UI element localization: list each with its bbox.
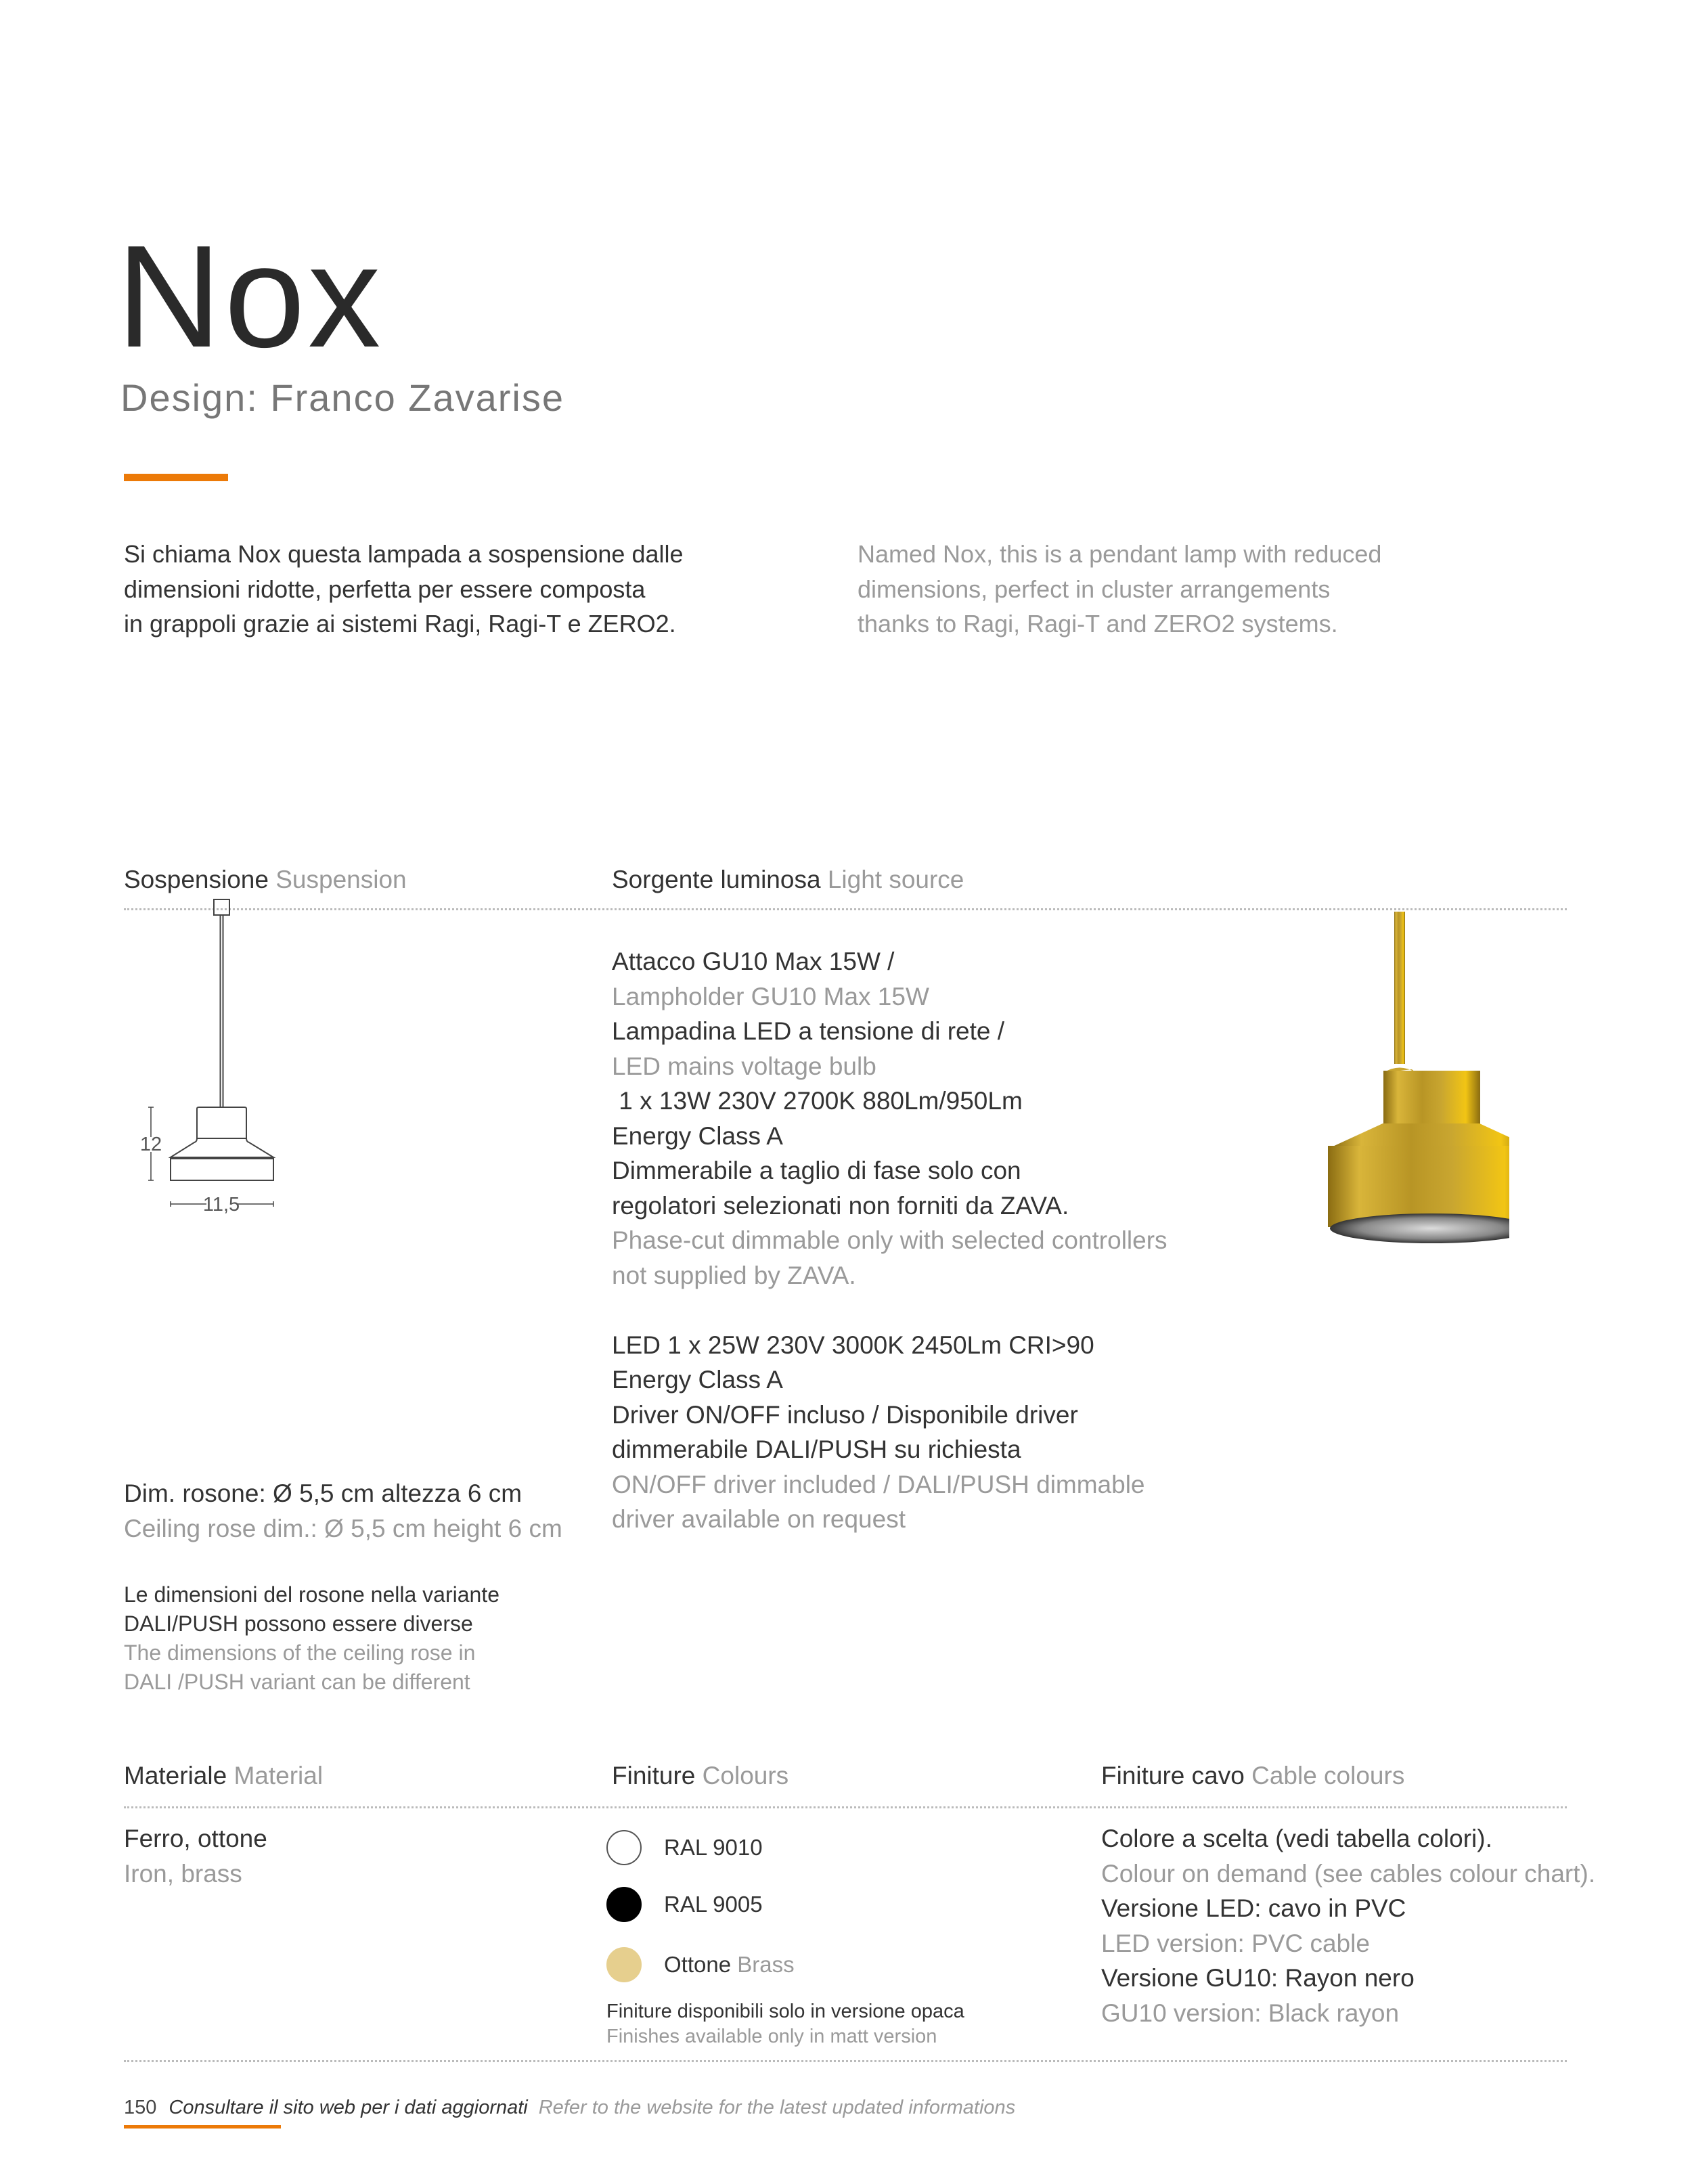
colour-label-it: RAL 9005	[664, 1892, 763, 1917]
colour-label	[664, 1951, 795, 1978]
ceiling-rose-outline	[214, 899, 229, 915]
intro-en-line: Named Nox, this is a pendant lamp with reduced	[858, 540, 1382, 568]
spec-line: Colore a scelta (vedi tabella colori).	[1101, 1825, 1492, 1852]
intro-english	[858, 537, 1381, 642]
rose-en	[124, 1511, 562, 1546]
spec-line: Lampholder GU10 Max 15W	[612, 982, 929, 1010]
header-it: Finiture cavo	[1101, 1762, 1245, 1789]
divider	[124, 2060, 1567, 2062]
product-photo	[1286, 910, 1509, 1262]
spec-line: Dimmerabile a taglio di fase solo con	[612, 1157, 1021, 1184]
spec-line: GU10 version: Black rayon	[1101, 1999, 1400, 2027]
page-number: 150	[124, 2097, 157, 2118]
spec-line: Energy Class A	[612, 1366, 783, 1394]
intro-it-line: in grappoli grazie ai sistemi Ragi, Ragi-T e ZERO2.	[124, 610, 676, 638]
note-line: Le dimensioni del rosone nella variante	[124, 1582, 500, 1607]
rose-en-label: Ceiling rose dim.:	[124, 1514, 317, 1542]
height-dimension-label: 12	[139, 1134, 162, 1155]
colour-swatch	[606, 1947, 642, 1982]
spec-line: Lampadina LED a tensione di rete /	[612, 1017, 1005, 1045]
photo-cone	[1331, 1123, 1509, 1147]
material-it: Ferro, ottone	[124, 1825, 267, 1852]
intro-en-line: thanks to Ragi, Ragi-T and ZERO2 systems.	[858, 610, 1338, 638]
colour-swatch	[606, 1887, 642, 1922]
photo-rod	[1394, 912, 1405, 1064]
spec-line: not supplied by ZAVA.	[612, 1261, 856, 1289]
divider	[124, 1806, 1567, 1808]
spec-line: ON/OFF driver included / DALI/PUSH dimmable	[612, 1470, 1145, 1498]
header-en: Suspension	[275, 866, 407, 893]
spec-line: LED mains voltage bulb	[612, 1052, 876, 1080]
lamp-body-outline	[197, 1107, 246, 1138]
spec-line: Attacco GU10 Max 15W /	[612, 948, 895, 975]
light-source-header	[612, 865, 964, 895]
product-title: Nox	[116, 215, 384, 378]
spec-line: Versione GU10: Rayon nero	[1101, 1964, 1415, 1992]
header-it: Sospensione	[124, 866, 269, 893]
spec-line: 1 x 13W 230V 2700K 880Lm/950Lm	[612, 1087, 1023, 1115]
rose-en-value: Ø 5,5 cm height 6 cm	[317, 1514, 562, 1542]
width-dimension-label: 11,5	[202, 1194, 240, 1216]
material-text	[124, 1821, 267, 1891]
spec-line: dimmerabile DALI/PUSH su richiesta	[612, 1435, 1021, 1463]
designer-subtitle: Design: Franco Zavarise	[120, 376, 565, 419]
colour-label	[664, 1891, 763, 1918]
material-en: Iron, brass	[124, 1859, 242, 1888]
header-en: Cable colours	[1251, 1762, 1405, 1789]
spec-line: driver available on request	[612, 1505, 906, 1533]
note-line: DALI /PUSH variant can be different	[124, 1670, 470, 1694]
spec-line: LED 1 x 25W 230V 3000K 2450Lm CRI>90	[612, 1331, 1094, 1359]
spec-line	[612, 1293, 1168, 1328]
light-source-specs	[612, 944, 1168, 1537]
spec-line: regolatori selezionati non forniti da ZAVA.	[612, 1191, 1069, 1220]
rose-it-value: Ø 5,5 cm altezza 6 cm	[265, 1479, 522, 1507]
colours-header	[612, 1761, 788, 1791]
header-it: Finiture	[612, 1762, 696, 1789]
ceiling-rose-dimensions	[124, 1476, 562, 1546]
footer-note-it: Consultare il sito web per i dati aggiornati	[169, 2097, 528, 2118]
note-en: Finishes available only in matt version	[606, 2026, 937, 2047]
header-en: Light source	[827, 866, 964, 893]
rose-it	[124, 1476, 562, 1511]
colour-label-it: Ottone	[664, 1952, 732, 1977]
intro-it-line: dimensioni ridotte, perfetta per essere composta	[124, 575, 646, 603]
colour-label	[664, 1834, 763, 1861]
header-it: Sorgente luminosa	[612, 866, 821, 893]
header-it: Materiale	[124, 1762, 227, 1789]
colours-note	[606, 1999, 964, 2049]
footer-note-en: Refer to the website for the latest updated informations	[538, 2097, 1016, 2118]
cable-specs	[1101, 1821, 1595, 2030]
note-line: The dimensions of the ceiling rose in	[124, 1641, 476, 1665]
header-en: Material	[234, 1762, 324, 1789]
colour-swatch	[606, 1830, 642, 1865]
spec-line: Driver ON/OFF incluso / Disponibile driver	[612, 1400, 1078, 1429]
intro-en-line: dimensions, perfect in cluster arrangements	[858, 575, 1331, 603]
rose-note	[124, 1580, 499, 1697]
colour-label-it: RAL 9010	[664, 1835, 763, 1860]
note-line: DALI/PUSH possono essere diverse	[124, 1611, 473, 1636]
spec-line: Versione LED: cavo in PVC	[1101, 1894, 1406, 1922]
spec-line: LED version: PVC cable	[1101, 1929, 1370, 1957]
spec-line: Phase-cut dimmable only with selected controllers	[612, 1226, 1168, 1254]
footer-accent-bar	[124, 2125, 281, 2129]
spec-line: Colour on demand (see cables colour chart).	[1101, 1859, 1596, 1888]
intro-it-line: Si chiama Nox questa lampada a sospensione dalle	[124, 540, 684, 568]
footer	[124, 2097, 1015, 2119]
colour-label-en: Brass	[731, 1952, 795, 1977]
cable-header	[1101, 1761, 1404, 1791]
technical-drawing	[0, 0, 338, 1232]
spec-line: Energy Class A	[612, 1121, 783, 1150]
material-header	[124, 1761, 323, 1791]
rose-it-label: Dim. rosone:	[124, 1479, 266, 1507]
header-en: Colours	[702, 1762, 789, 1789]
note-it: Finiture disponibili solo in versione opaca	[606, 2001, 964, 2022]
